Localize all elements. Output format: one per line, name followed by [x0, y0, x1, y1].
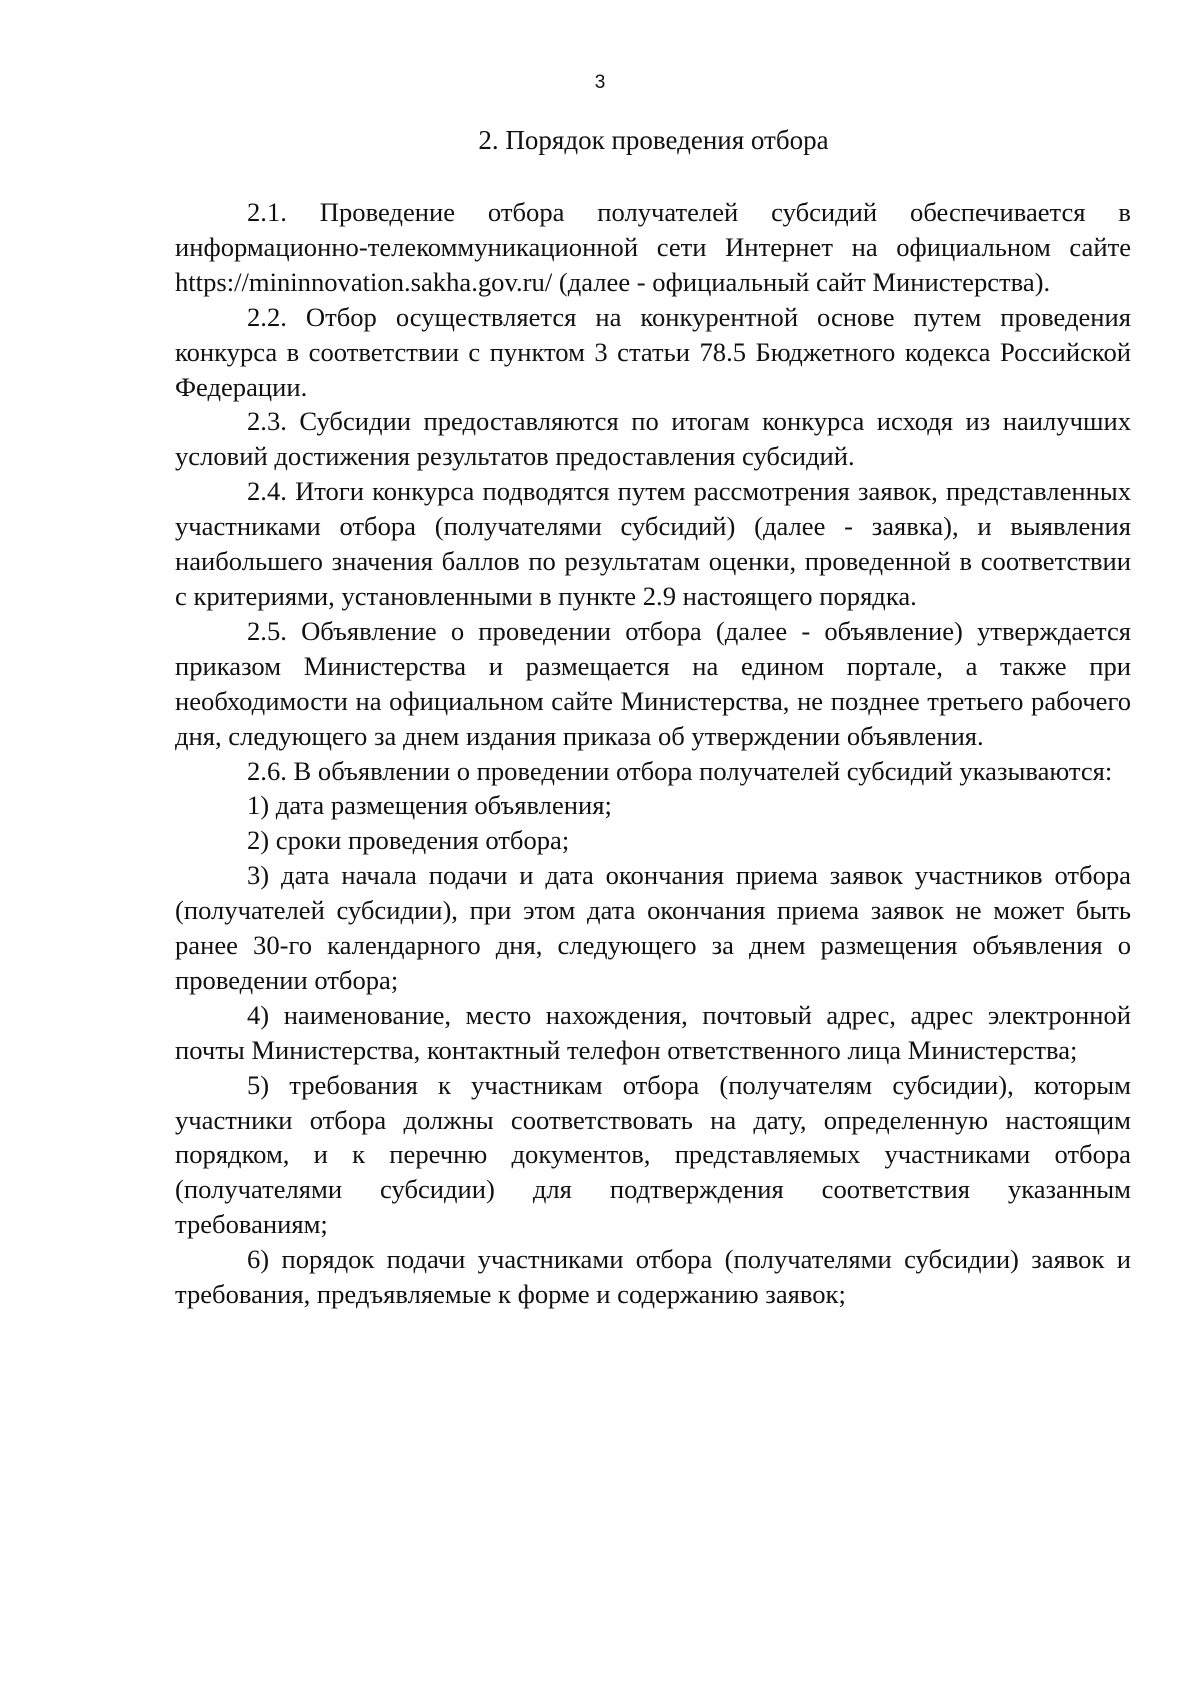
section-title: 2. Порядок проведения отбора — [478, 125, 829, 155]
paragraph-2-3: 2.3. Субсидии предоставляются по итогам конкурса исходя из наилучших условий достижения результатов предоставления субсидий. — [175, 406, 1131, 472]
list-item-5: 5) требования к участникам отбора (получателям субсидии), которым участники отбора должны соответствовать на дату, определенную настоящим порядком, и к перечню документов, представляемых участниками отбора (получателями субсидии) для подтверждения соответствия указанным требованиям; — [175, 1069, 1131, 1240]
list-item-6: 6) порядок подачи участниками отбора (получателями субсидии) заявок и требования, предъявляемые к форме и содержанию заявок; — [175, 1244, 1131, 1310]
body-text — [175, 195, 1131, 1312]
paragraph-2-5: 2.5. Объявление о проведении отбора (далее - объявление) утверждается приказом Министерства и размещается на едином портале, а также при необходимости на официальном сайте Министерства, не позднее третьего рабочего дня, следующего за днем издания приказа об утверждении объявления. — [175, 615, 1131, 751]
paragraph-2-4: 2.4. Итоги конкурса подводятся путем рассмотрения заявок, представленных участниками отбора (получателями субсидий) (далее - заявка), и выявления наибольшего значения баллов по результатам оценки, проведенной в соответствии с критериями, установленными в пункте 2.9 настоящего порядка. — [175, 476, 1131, 611]
list-item-4: 4) наименование, место нахождения, почтовый адрес, адрес электронной почты Министерства, контактный телефон ответственного лица Министерства; — [175, 999, 1131, 1065]
list-item-1: 1) дата размещения объявления; — [247, 790, 612, 821]
list-item-2: 2) сроки проведения отбора; — [247, 825, 570, 856]
paragraph-2-1: 2.1. Проведение отбора получателей субсидий обеспечивается в информационно-телекоммуникационной сети Интернет на официальном сайте https://mininnovation.sakha.gov.ru/ (далее - официальный сайт Министерства). — [175, 197, 1131, 297]
page-number: 3 — [594, 72, 606, 93]
list-item-3: 3) дата начала подачи и дата окончания приема заявок участников отбора (получателей субсидии), при этом дата окончания приема заявок не может быть ранее 30-го календарного дня, следующего за днем размещения объявления о проведении отбора; — [175, 860, 1131, 995]
paragraph-2-6: 2.6. В объявлении о проведении отбора получателей субсидий указываются: — [247, 755, 1113, 786]
paragraph-2-2: 2.2. Отбор осуществляется на конкурентной основе путем проведения конкурса в соответствии с пунктом 3 статьи 78.5 Бюджетного кодекса Российской Федерации. — [175, 301, 1131, 402]
